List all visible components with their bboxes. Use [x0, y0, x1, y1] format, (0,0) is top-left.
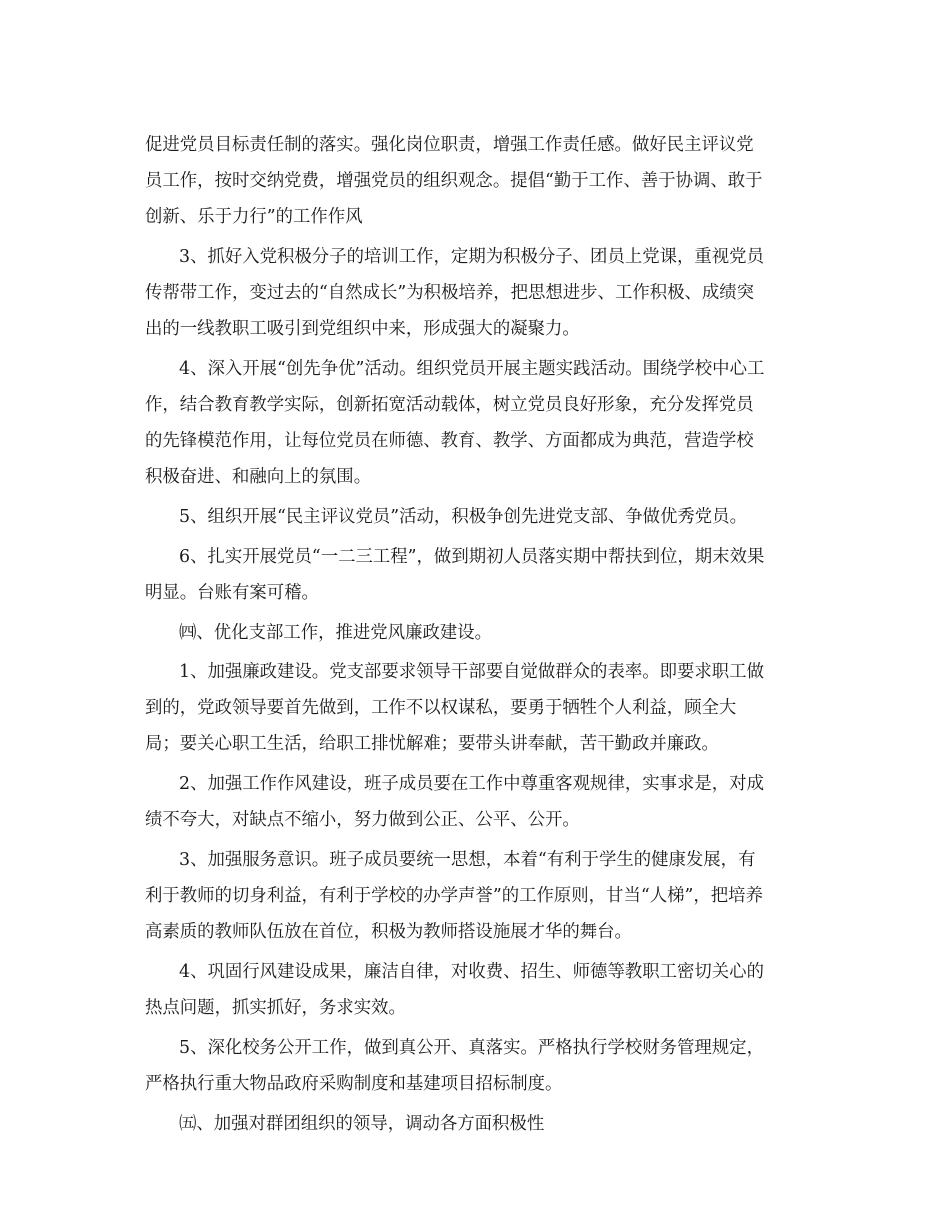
text-line: 2、加强工作作风建设，班子成员要在工作中尊重客观规律，实事求是，对成 — [179, 774, 764, 794]
document-body — [145, 127, 810, 1142]
text-line: 绩不夸大，对缺点不缩小，努力做到公正、公平、公开。 — [145, 810, 580, 830]
text-line: 促进党员目标责任制的落实。强化岗位职责，增强工作责任感。做好民主评议党 — [145, 135, 754, 155]
paragraph — [145, 766, 810, 838]
text-line: 高素质的教师队伍放在首位，积极为教师搭设施展才华的舞台。 — [145, 922, 632, 942]
text-line: 明显。台账有案可稽。 — [145, 583, 319, 603]
text-line: 局；要关心职工生活，给职工排忧解难；要带头讲奉献，苦干勤政并廉政。 — [145, 734, 719, 754]
paragraph — [145, 1106, 810, 1142]
paragraph — [145, 239, 810, 347]
text-line: 5、深化校务公开工作，做到真公开、真落实。严格执行学校财务管理规定， — [179, 1038, 764, 1058]
paragraph — [145, 539, 810, 611]
text-line: 热点问题，抓实抓好，务求实效。 — [145, 998, 406, 1018]
text-line: 利于教师的切身利益，有利于学校的办学声誉”的工作原则，甘当“人梯”，把培养 — [145, 886, 763, 906]
text-line: 4、巩固行风建设成果，廉洁自律，对收费、招生、师德等教职工密切关心的 — [179, 962, 764, 982]
text-line: 到的，党政领导要首先做到，工作不以权谋私，要勇于牺牲个人利益，顾全大 — [145, 698, 737, 718]
text-line: 作，结合教育教学实际，创新拓宽活动载体，树立党员良好形象，充分发挥党员 — [145, 395, 754, 415]
text-line: 积极奋进、和融向上的氛围。 — [145, 467, 372, 487]
paragraph — [145, 1030, 810, 1102]
text-line: 出的一线教职工吸引到党组织中来，形成强大的凝聚力。 — [145, 319, 580, 339]
text-line: ㈣、优化支部工作，推进党风廉政建设。 — [179, 623, 493, 643]
text-line: 传帮带工作，变过去的“自然成长”为积极培养，把思想进步、工作积极、成绩突 — [145, 283, 755, 303]
text-line: 5、组织开展“民主评议党员”活动，积极争创先进党支部、争做优秀党员。 — [179, 507, 747, 527]
text-line: 员工作，按时交纳党费，增强党员的组织观念。提倡“勤于工作、善于协调、敢于 — [145, 171, 763, 191]
paragraph — [145, 615, 810, 651]
text-line: 4、深入开展“创先争优”活动。组织党员开展主题实践活动。围绕学校中心工 — [179, 359, 765, 379]
text-line: 3、抓好入党积极分子的培训工作，定期为积极分子、团员上党课，重视党员 — [179, 247, 764, 267]
text-line: 的先锋模范作用，让每位党员在师德、教育、教学、方面都成为典范，营造学校 — [145, 431, 754, 451]
paragraph — [145, 351, 810, 495]
text-line: 3、加强服务意识。班子成员要统一思想，本着“有利于学生的健康发展，有 — [179, 850, 756, 870]
paragraph — [145, 954, 810, 1026]
paragraph — [145, 499, 810, 535]
text-line: ㈤、加强对群团组织的领导，调动各方面积极性 — [179, 1114, 545, 1134]
text-line: 1、加强廉政建设。党支部要求领导干部要自觉做群众的表率。即要求职工做 — [179, 662, 764, 682]
text-line: 6、扎实开展党员“一二三工程”，做到期初人员落实期中帮扶到位，期末效果 — [179, 547, 765, 567]
paragraph — [145, 654, 810, 762]
paragraph — [145, 127, 810, 235]
paragraph — [145, 842, 810, 950]
text-line: 创新、乐于力行”的工作作风 — [145, 207, 363, 227]
text-line: 严格执行重大物品政府采购制度和基建项目招标制度。 — [145, 1074, 563, 1094]
